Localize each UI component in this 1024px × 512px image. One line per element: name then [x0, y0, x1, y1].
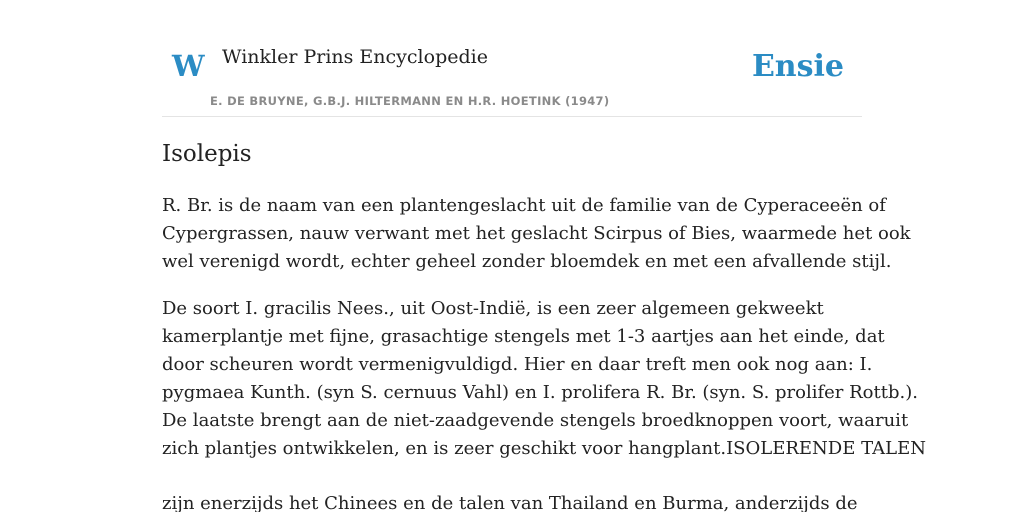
text-line: R. Br. is de naam van een plantengeslacht uit de familie van de Cyperaceeën of — [162, 195, 886, 216]
text-line: door scheuren wordt vermenigvuldigd. Hier en daar treft men ook nog aan: I. — [162, 354, 873, 375]
text-line: wel verenigd wordt, echter geheel zonder bloemdek en met een afvallende stijl. — [162, 251, 892, 272]
text-line: kamerplantje met fijne, grasachtige stengels met 1-3 aartjes aan het einde, dat — [162, 326, 885, 347]
brand-logo[interactable]: Ensie — [751, 49, 844, 84]
site-header — [162, 0, 862, 117]
article-paragraph-1 — [162, 192, 911, 276]
text-line: De laatste brengt aan de niet-zaadgevende stengels broedknoppen voort, waaruit — [162, 410, 909, 431]
text-line: zich plantjes ontwikkelen, en is zeer geschikt voor hangplant.ISOLERENDE TALEN — [162, 438, 926, 459]
article-title: Isolepis — [162, 141, 252, 167]
text-line: Cypergrassen, nauw verwant met het geslacht Scirpus of Bies, waarmede het ook — [162, 223, 911, 244]
text-line: pygmaea Kunth. (syn S. cernuus Vahl) en I. prolifera R. Br. (syn. S. prolifer Rottb.). — [162, 382, 918, 403]
text-line: De soort I. gracilis Nees., uit Oost-Indië, is een zeer algemeen gekweekt — [162, 298, 824, 319]
article-paragraph-3 — [162, 490, 862, 512]
text-line: zijn enerzijds het Chinees en de talen van Thailand en Burma, anderzijds de — [162, 493, 858, 512]
article-paragraph-2 — [162, 295, 926, 463]
site-title[interactable]: Winkler Prins Encyclopedie — [222, 46, 488, 68]
site-authors: E. DE BRUYNE, G.B.J. HILTERMANN EN H.R. HOETINK (1947) — [210, 94, 610, 108]
site-logo-icon[interactable]: W — [172, 49, 205, 83]
